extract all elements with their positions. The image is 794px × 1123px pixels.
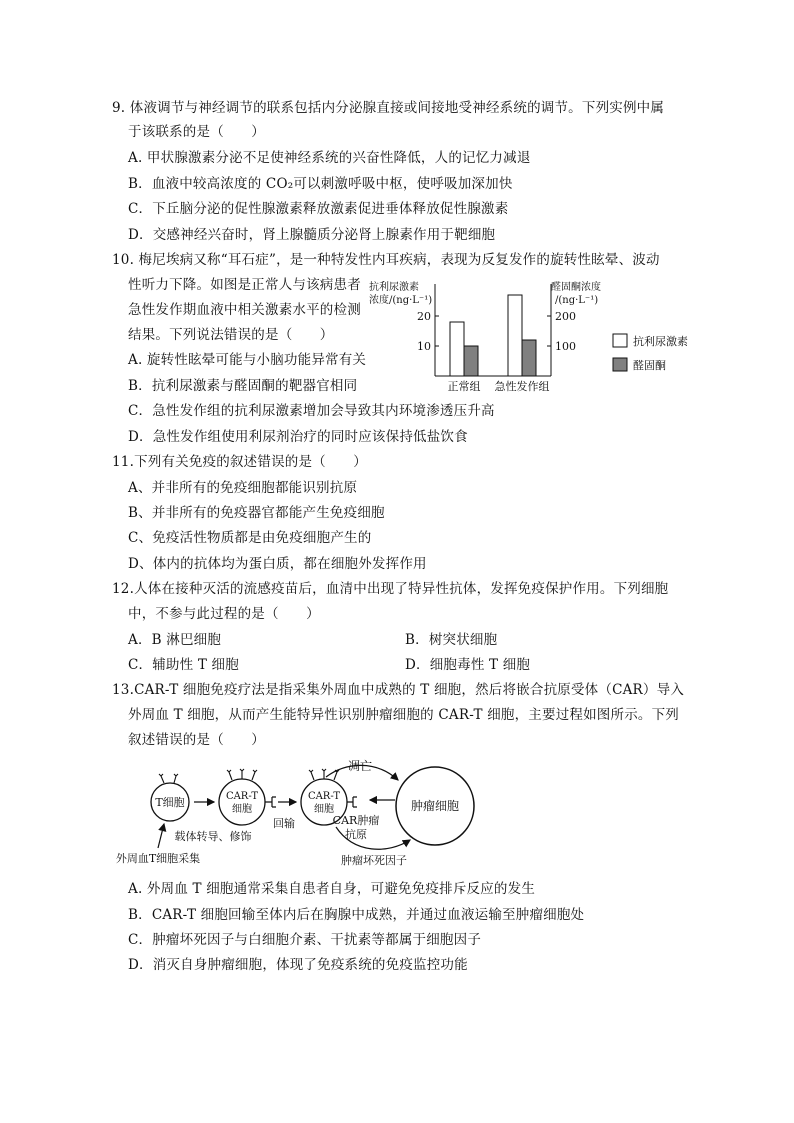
right-ylabel-line2: /(ng·L⁻¹) <box>555 295 599 306</box>
q9-option-c: C．下丘脑分泌的促性腺激素释放激素促进垂体释放促性腺激素 <box>128 201 509 217</box>
q13-option-c: C．肿瘤坏死因子与白细胞介素、干扰素等都属于细胞因子 <box>128 932 482 948</box>
q10-option-c: C．急性发作组的抗利尿激素增加会导致其内环境渗透压升高 <box>128 403 495 419</box>
apoptosis-label: 凋亡 <box>347 759 373 773</box>
q12-option-a: A．B 淋巴细胞 <box>128 632 222 648</box>
arrow-collect <box>158 824 164 848</box>
car-t-2-label-line1: CAR-T <box>307 791 341 802</box>
q13-option-b: B．CAR-T 细胞回输至体内后在胸腺中成熟，并通过血液运输至肿瘤细胞处 <box>128 907 585 923</box>
bar-adh-acute <box>508 295 522 376</box>
legend-label: 醛固酮 <box>633 359 666 372</box>
q12-option-d: D．细胞毒性 T 细胞 <box>405 657 531 673</box>
q10-stem-line1: 10. 梅尼埃病又称“耳石症”，是一种特发性内耳疾病，表现为反复发作的旋转性眩晕、波动 <box>112 252 660 268</box>
q9-option-a: A. 甲状腺激素分泌不足使神经系统的兴奋性降低，人的记忆力减退 <box>128 150 531 166</box>
q13-option-d: D．消灭自身肿瘤细胞，体现了免疫系统的免疫监控功能 <box>128 957 468 973</box>
car-antigen-label-line2: 抗原 <box>345 828 367 841</box>
category-label: 急性发作组 <box>494 380 550 393</box>
q10-option-b: B．抗利尿激素与醛固酮的靶器官相同 <box>128 378 358 394</box>
car-antigen-label-line1: CAR肿瘤 <box>332 814 380 827</box>
q13-stem-line1: 13.CAR-T 细胞免疫疗法是指采集外周血中成熟的 T 细胞，然后将嵌合抗原受体（CAR）导入 <box>112 682 685 698</box>
t-cell <box>151 774 189 821</box>
t-cell-label: T细胞 <box>155 796 185 809</box>
left-ylabel-line1: 抗利尿激素 <box>369 282 419 293</box>
right-tick-label: 200 <box>555 310 576 323</box>
q13-stem-line3: 叙述错误的是（ ） <box>128 732 265 748</box>
q12-stem-line1: 12.人体在接种灭活的流感疫苗后，血清中出现了特异性抗体，发挥免疫保护作用。下列细胞 <box>112 581 669 597</box>
tumor-cell-label: 肿瘤细胞 <box>410 799 460 813</box>
left-ylabel <box>369 280 432 306</box>
q9-option-b: B．血液中较高浓度的 CO₂可以刺激呼吸中枢，使呼吸加深加快 <box>128 176 513 192</box>
q10-stem-line2: 性听力下降。如图是正常人与该病患者 <box>128 277 361 293</box>
q11-stem: 11.下列有关免疫的叙述错误的是（ ） <box>112 454 367 470</box>
legend-swatch <box>613 334 627 347</box>
q9-stem-line2: 于该联系的是（ ） <box>128 124 265 140</box>
q10-stem-line3: 急性发作期血液中相关激素水平的检测 <box>128 302 361 318</box>
q11-option-c: C、免疫活性物质都是由免疫细胞产生的 <box>128 530 372 546</box>
tumor-cell <box>396 767 474 845</box>
bar-adh-normal <box>450 322 464 376</box>
car-t-2-label-line2: 细胞 <box>314 804 334 815</box>
collect-label: 外周血T细胞采集 <box>115 852 201 865</box>
category-label: 正常组 <box>447 380 481 393</box>
tnf-label: 肿瘤坏死因子 <box>341 854 407 867</box>
q9-stem-line1: 9. 体液调节与神经调节的联系包括内分泌腺直接或间接地受神经系统的调节。下列实例中属 <box>112 100 665 116</box>
right-ylabel <box>551 280 601 306</box>
q12-option-b: B．树突状细胞 <box>405 632 498 648</box>
bar-aldosterone-acute <box>522 340 536 376</box>
bar-aldosterone-normal <box>464 346 478 376</box>
transduce-label: 载体转导、修饰 <box>174 830 252 843</box>
q11-option-b: B、并非所有的免疫器官都能产生免疫细胞 <box>128 505 385 521</box>
q9-option-d: D．交感神经兴奋时，肾上腺髓质分泌肾上腺素作用于靶细胞 <box>128 227 496 243</box>
q12-option-c: C．辅助性 T 细胞 <box>128 657 239 673</box>
q10-option-a: A. 旋转性眩晕可能与小脑功能异常有关 <box>128 352 367 368</box>
right-tick-label: 100 <box>555 340 576 353</box>
q13-stem-line2: 外周血 T 细胞，从而产生能特异性识别肿瘤细胞的 CAR-T 细胞，主要过程如图所示。下列 <box>128 707 679 723</box>
right-ylabel-line1: 醛固酮浓度 <box>551 282 601 293</box>
left-tick-label: 10 <box>417 340 431 353</box>
legend-label: 抗利尿激素 <box>633 335 688 348</box>
reinfuse-label: 回输 <box>273 817 295 830</box>
q10-option-d: D．急性发作组使用利尿剂治疗的同时应该保持低盐饮食 <box>128 429 468 445</box>
car-t-cell-1 <box>219 769 276 825</box>
left-ylabel-line2: 浓度/(ng·L⁻¹) <box>369 295 433 306</box>
q10-stem-line4: 结果。下列说法错误的是（ ） <box>128 327 334 343</box>
car-t-1-label-line1: CAR-T <box>225 791 259 802</box>
q11-option-a: A、并非所有的免疫细胞都能识别抗原 <box>128 480 358 496</box>
legend-swatch <box>613 358 627 371</box>
q12-stem-line2: 中，不参与此过程的是（ ） <box>128 606 320 622</box>
left-tick-label: 20 <box>417 310 431 323</box>
car-t-1-label-line2: 细胞 <box>232 804 252 815</box>
q11-option-d: D、体内的抗体均为蛋白质，都在细胞外发挥作用 <box>128 556 427 572</box>
q13-option-a: A. 外周血 T 细胞通常采集自患者自身，可避免免疫排斥反应的发生 <box>128 881 536 897</box>
hormone-bar-chart <box>365 276 705 398</box>
car-t-process-diagram <box>108 758 488 870</box>
